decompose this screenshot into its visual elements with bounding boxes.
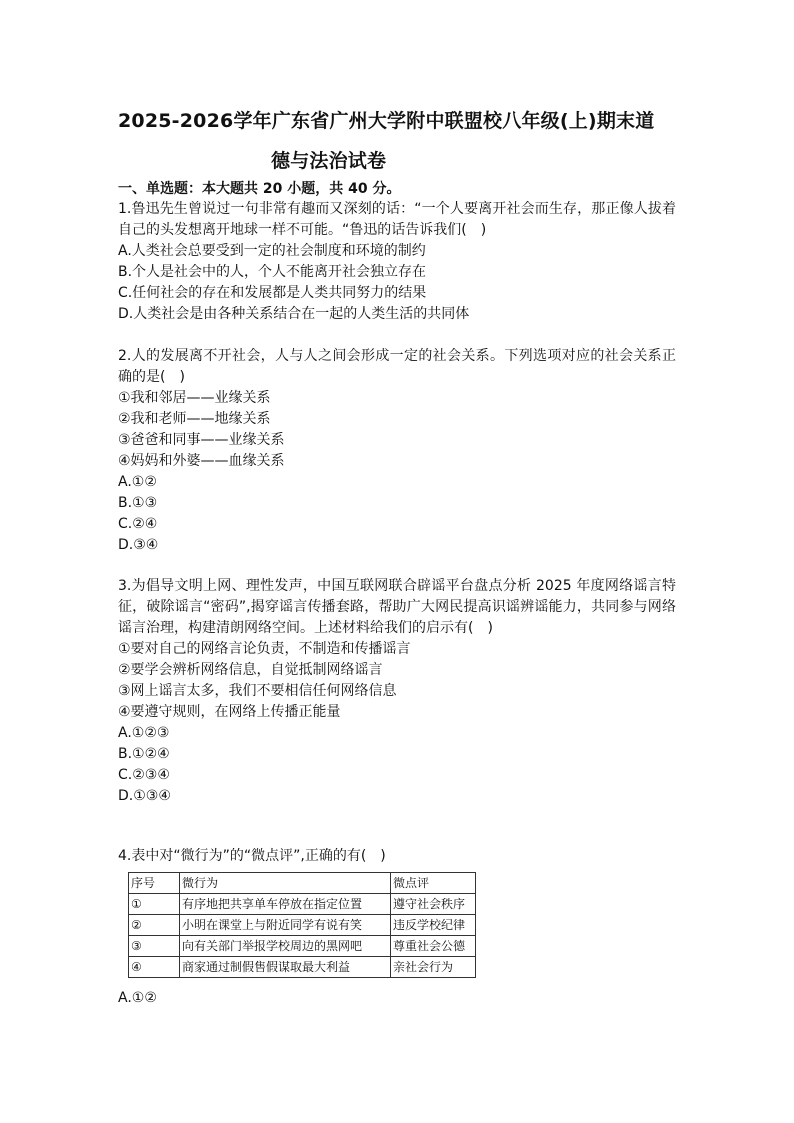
question-2-item: ②我和老师——地缘关系 [118,411,271,427]
question-2-item: ③爸爸和同事——业缘关系 [118,432,285,448]
table-header-cell: 微点评 [391,873,476,894]
question-1-option-d: D.人类社会是由各种关系结合在一起的人类生活的共同体 [118,306,470,322]
question-1-option-a: A.人类社会总要受到一定的社会制度和环境的制约 [118,243,426,259]
table-cell: 有序地把共享单车停放在指定位置 [180,894,391,915]
table-cell: 小明在课堂上与附近同学有说有笑 [180,915,391,936]
question-3-option-d: D.①③④ [118,788,171,804]
table-cell: 亲社会行为 [391,957,476,978]
table-row [129,915,476,936]
question-2-stem: 2.人的发展离不开社会，人与人之间会形成一定的社会关系。下列选项对应的社会关系正确的是( ) [118,348,676,385]
table-cell: 尊重社会公德 [391,936,476,957]
table-cell: ① [129,894,180,915]
question-2-option-c: C.②④ [118,516,158,532]
exam-title-line1: 2025-2026学年广东省广州大学附中联盟校八年级(上)期末道 [118,110,655,132]
table-cell: 违反学校纪律 [391,915,476,936]
question-4 [118,846,676,867]
question-1-stem: 1.鲁迅先生曾说过一句非常有趣而又深刻的话：“一个人要离开社会而生存，那正像人拔着自己的头发想离开地球一样不可能。“鲁迅的话告诉我们( ) [118,201,676,238]
question-3-option-b: B.①②④ [118,746,170,762]
table-cell: ③ [129,936,180,957]
table-row [129,894,476,915]
question-2-option-b: B.①③ [118,495,158,511]
question-2-item: ④妈妈和外婆——血缘关系 [118,453,285,469]
table-header-row [129,873,476,894]
question-3-item: ④要遵守规则，在网络上传播正能量 [118,704,341,720]
exam-title-line2: 德与法治试卷 [271,150,387,172]
table-cell: 向有关部门举报学校周边的黑网吧 [180,936,391,957]
question-3 [118,576,676,807]
question-3-stem: 3.为倡导文明上网、理性发声，中国互联网联合辟谣平台盘点分析 2025 年度网络谣言特征，破除谣言“密码”,揭穿谣言传播套路，帮助广大网民提高识谣辨谣能力，共同参与网络谣言治理，构建清朗网络空间。上述材料给我们的启示有( ) [118,578,676,636]
section-heading: 一、单选题：本大题共 20 小题，共 40 分。 [118,181,401,197]
table-header-cell: 序号 [129,873,180,894]
table-cell: 遵守社会秩序 [391,894,476,915]
question-2-option-a: A.①② [118,474,157,490]
question-3-item: ①要对自己的网络言论负责，不制造和传播谣言 [118,641,411,657]
question-3-item: ②要学会辨析网络信息，自觉抵制网络谣言 [118,662,383,678]
question-3-option-a: A.①②③ [118,725,170,741]
question-4-option-a: A.①② [118,990,157,1006]
question-1-option-b: B.个人是社会中的人，个人不能离开社会独立存在 [118,264,427,280]
question-2-option-d: D.③④ [118,537,159,553]
question-1-option-c: C.任何社会的存在和发展都是人类共同努力的结果 [118,285,427,301]
question-1 [118,199,676,325]
question-3-option-c: C.②③④ [118,767,170,783]
table-cell: 商家通过制假售假谋取最大利益 [180,957,391,978]
question-2 [118,346,676,556]
behavior-table [128,872,476,978]
question-2-item: ①我和邻居——业缘关系 [118,390,271,406]
table-row [129,936,476,957]
table-cell: ④ [129,957,180,978]
table-header-cell: 微行为 [180,873,391,894]
table-row [129,957,476,978]
table-cell: ② [129,915,180,936]
question-4-stem: 4.表中对“微行为”的“微点评”,正确的有( ) [118,848,386,864]
question-3-item: ③网上谣言太多，我们不要相信任何网络信息 [118,683,397,699]
